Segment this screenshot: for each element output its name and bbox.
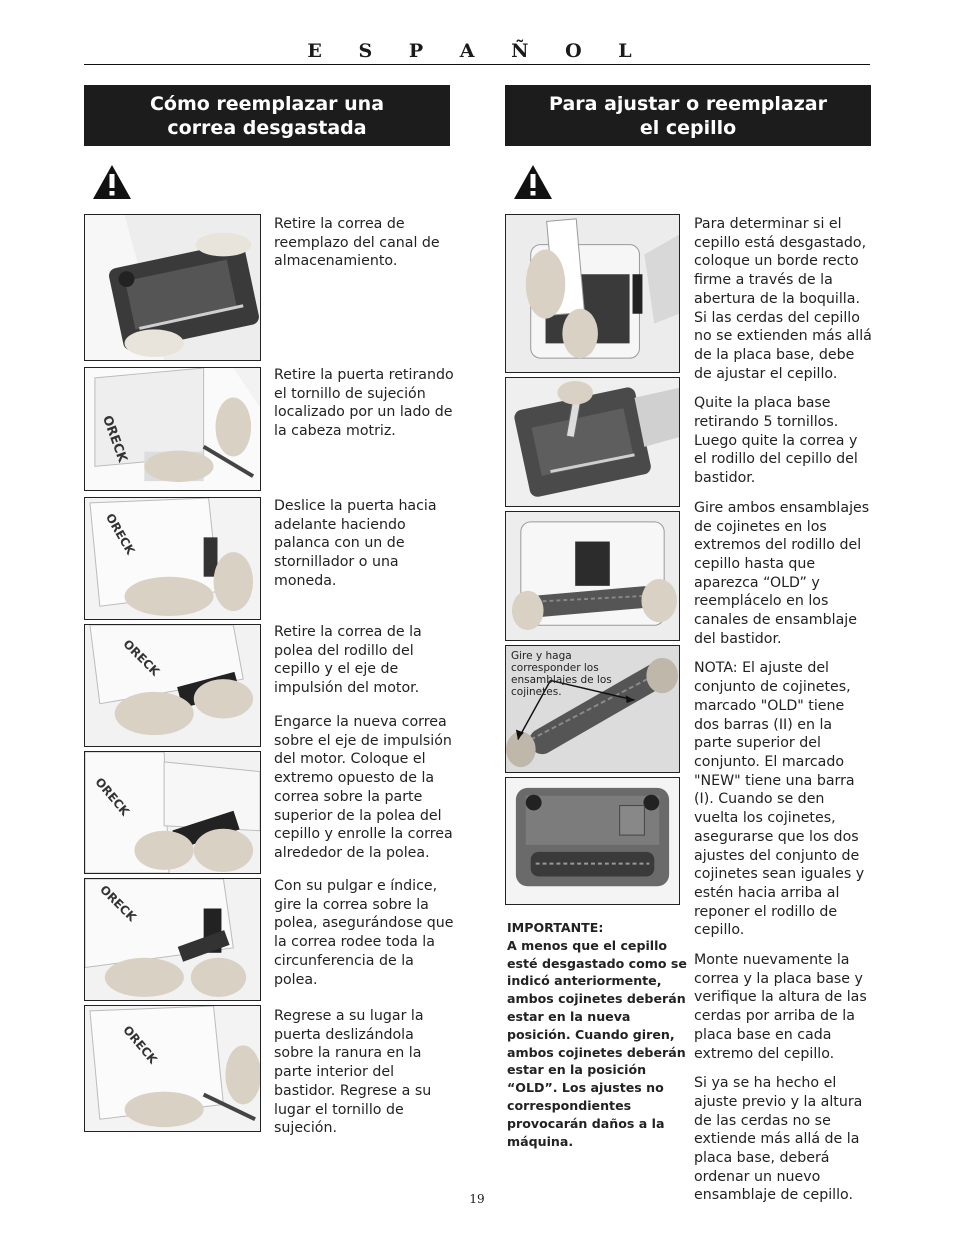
brand-label: ORECK (120, 636, 163, 679)
photo-reassemble (505, 777, 680, 905)
right-paragraph-6: Si ya se ha hecho el ajuste previo y la altura de las cerdas no se extiende más allá de la placa base, deberá ordenar un nuevo ensamblaje de cepillo. (694, 1075, 863, 1204)
bearing-caption: Gire y haga corresponder los ensamblajes de los cojinetes. (511, 650, 612, 698)
brand-label: ORECK (102, 511, 138, 557)
photo-remove-belt (84, 624, 261, 747)
photo-install-belt (84, 751, 261, 874)
left-step-7: Regrese a su lugar la puerta deslizándola sobre la ranura en la parte interior del bastidor. Regrese a su lugar el tornillo de sujeción. (274, 1008, 432, 1137)
important-label: IMPORTANTE: (507, 920, 604, 935)
left-step-2: Retire la puerta retirando el tornillo de sujeción localizado por un lado de la cabeza motriz. (274, 367, 454, 440)
right-paragraph-2: Quite la placa base retirando 5 tornillos. Luego quite la correa y el rodillo del cepillo del bastidor. (694, 395, 858, 487)
right-title-line1: Para ajustar o reemplazar (549, 92, 827, 115)
right-instructions (694, 215, 872, 1205)
left-step-6: Con su pulgar e índice, gire la correa sobre la polea, asegurándose que la correa rodee toda la circunferencia de la polea. (274, 878, 454, 988)
photo-remove-brush-roll (505, 511, 680, 641)
brand-label: ORECK (98, 413, 130, 465)
right-paragraph-4: NOTA: El ajuste del conjunto de cojinetes, marcado "OLD" tiene dos barras (II) en la parte superior del conjunto. El marcado "NEW" tiene una barra (I). Cuando se den vuelta los cojinetes, asegurarse que los dos ajustes del conjunto de cojinetes sean iguales y estén hacia arriba al reponer el rodillo de cepillo. (694, 660, 865, 939)
photo-storage-channel (84, 214, 261, 361)
right-section-title (505, 85, 871, 146)
brand-label: ORECK (120, 1022, 161, 1067)
photo-remove-screw (84, 367, 261, 491)
brand-label: ORECK (92, 775, 133, 819)
important-note (507, 919, 687, 1150)
warning-icon (513, 164, 553, 200)
right-paragraph-3: Gire ambos ensamblajes de cojinetes en los extremos del rodillo del cepillo hasta que aparezca “OLD” y reemplácelo en los canales de ensamblaje del bastidor. (694, 499, 870, 647)
brand-label: ORECK (97, 882, 139, 925)
language-header: E S P A Ñ O L (84, 38, 870, 65)
photo-remove-base-plate (505, 377, 680, 507)
right-paragraph-1: Para determinar si el cepillo está desgastado, coloque un borde recto firme a través de la abertura de la boquilla. Si las cerdas del cepillo no se extienden más allá de la placa base, debe de ajustar el cepillo. (694, 216, 872, 382)
left-step-5: Engarce la nueva correa sobre el eje de impulsión del motor. Coloque el extremo opuesto de la correa sobre la parte superior de la polea del cepillo y enrolle la correa alrededor de la polea. (274, 714, 453, 861)
photo-slide-door (84, 497, 261, 620)
warning-icon (92, 164, 132, 200)
right-paragraph-5: Monte nuevamente la correa y la placa base y verifique la altura de las cerdas por arriba de la placa base en cada extremo del cepillo. (694, 952, 867, 1062)
left-title-line1: Cómo reemplazar una (149, 92, 385, 115)
photo-check-brush (505, 214, 680, 373)
important-text: A menos que el cepillo esté desgastado como se indicó anteriormente, ambos cojinetes deberán estar en la nueva posición. Cuando giren, ambos cojinetes deberán estar en la posición “OLD”. Los ajustes no correspondientes provocarán daños a la máquina. (507, 937, 687, 1149)
left-step-3: Deslice la puerta hacia adelante haciendo palanca con un de stornillador o una moneda. (274, 498, 437, 589)
page-number: 19 (469, 1192, 485, 1206)
photo-rotate-belt (84, 878, 261, 1001)
left-step-4: Retire la correa de la polea del rodillo del cepillo y el eje de impulsión del motor. (274, 624, 422, 697)
left-step-1: Retire la correa de reemplazo del canal de almacenamiento. (274, 216, 440, 270)
right-title-line2: el cepillo (639, 116, 737, 139)
photo-replace-door (84, 1005, 261, 1132)
left-title-line2: correa desgastada (167, 116, 367, 139)
left-section-title (84, 85, 450, 146)
